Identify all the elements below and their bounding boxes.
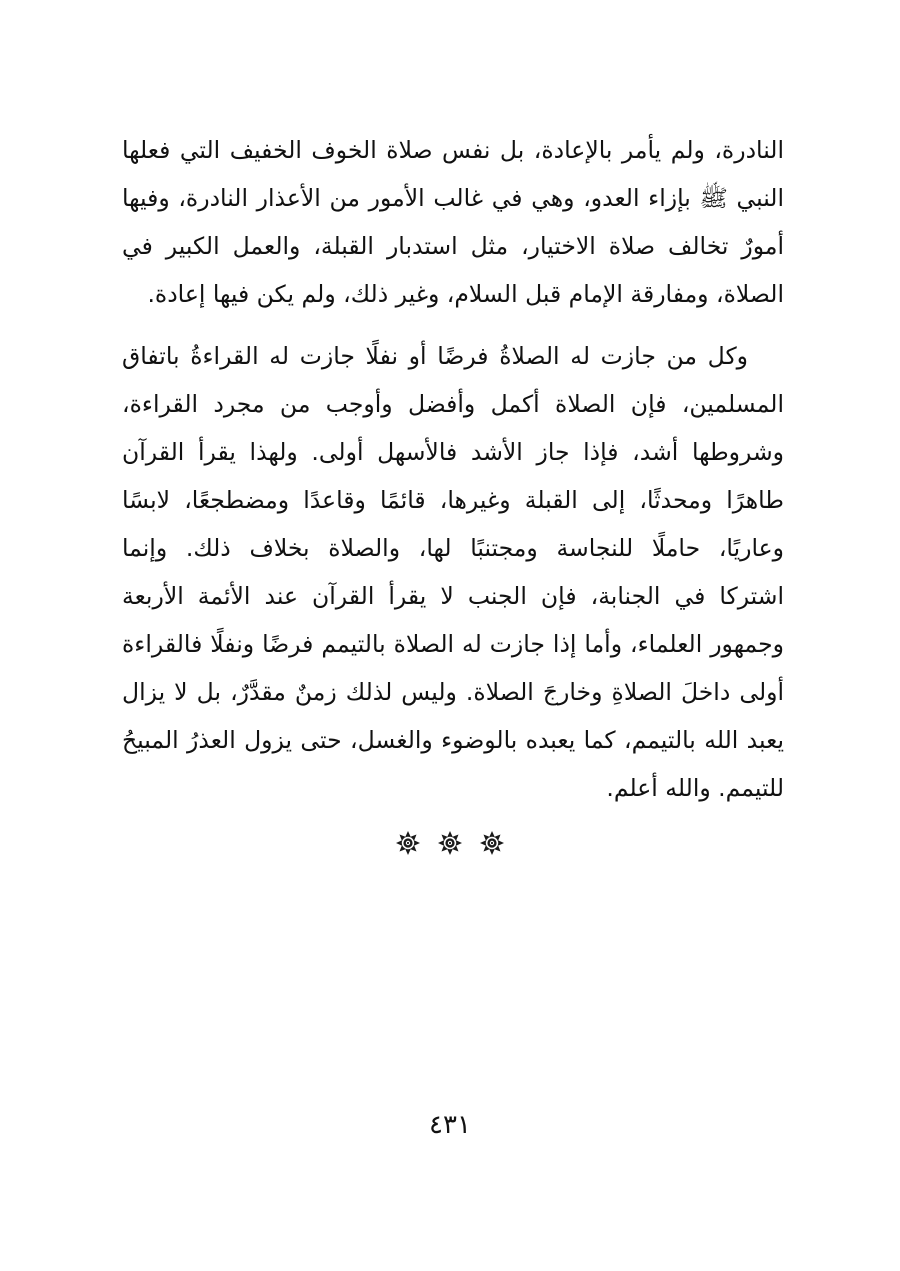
section-divider-ornaments — [0, 830, 900, 864]
floral-star-ornament-icon — [437, 830, 463, 856]
body-text — [122, 126, 784, 812]
paragraph-2 — [122, 332, 784, 812]
text-line: للتيمم. والله أعلم. — [606, 774, 784, 802]
floral-star-ornament-icon — [395, 830, 421, 856]
text-line: طاهرًا ومحدثًا، إلى القبلة وغيرها، قائمًا وقاعدًا ومضطجعًا، لابسًا — [122, 486, 784, 514]
text-line: الصلاة، ومفارقة الإمام قبل السلام، وغير ذلك، ولم يكن فيها إعادة. — [147, 280, 784, 308]
text-line: اشتركا في الجنابة، فإن الجنب لا يقرأ القرآن عند الأئمة الأربعة — [122, 582, 784, 610]
page-number: ٤٣١ — [429, 1110, 471, 1140]
text-line: النادرة، ولم يأمر بالإعادة، بل نفس صلاة الخوف الخفيف التي فعلها — [122, 136, 784, 164]
floral-star-ornament-icon — [479, 830, 505, 856]
text-line: أمورٌ تخالف صلاة الاختيار، مثل استدبار القبلة، والعمل الكبير في — [122, 232, 784, 260]
text-line: النبي ﷺ بإزاء العدو، وهي في غالب الأمور من الأعذار النادرة، وفيها — [122, 184, 784, 212]
text-line: المسلمين، فإن الصلاة أكمل وأفضل وأوجب من مجرد القراءة، — [122, 390, 784, 418]
text-line: يعبد الله بالتيمم، كما يعبده بالوضوء والغسل، حتى يزول العذرُ المبيحُ — [122, 726, 784, 754]
text-line: وكل من جازت له الصلاةُ فرضًا أو نفلًا جازت له القراءةُ باتفاق — [122, 342, 748, 370]
text-line: وعاريًا، حاملًا للنجاسة ومجتنبًا لها، والصلاة بخلاف ذلك. وإنما — [122, 534, 784, 562]
paragraph-1 — [122, 126, 784, 318]
text-line: وجمهور العلماء، وأما إذا جازت له الصلاة بالتيمم فرضًا ونفلًا فالقراءة — [122, 630, 784, 658]
text-line: أولى داخلَ الصلاةِ وخارجَ الصلاة. وليس لذلك زمنٌ مقدَّرٌ، بل لا يزال — [122, 678, 784, 706]
text-line: وشروطها أشد، فإذا جاز الأشد فالأسهل أولى. ولهذا يقرأ القرآن — [122, 438, 784, 466]
